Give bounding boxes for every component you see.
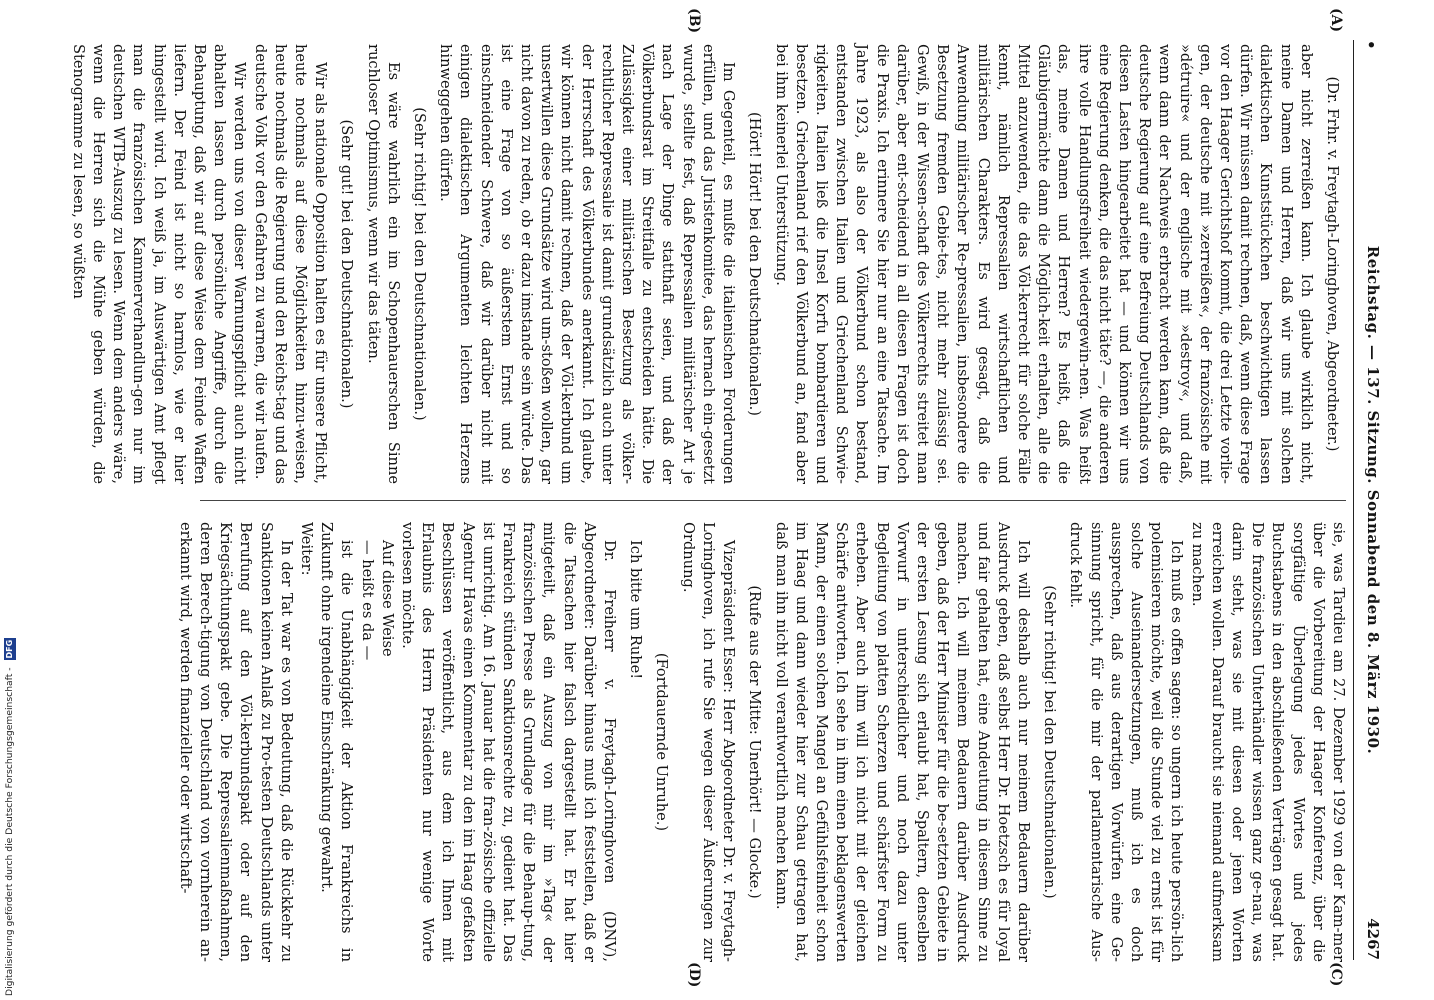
interjection: (Sehr richtig! bei den Deutschnationalen.) bbox=[1041, 585, 1059, 899]
speaker-line: (Dr. Frhr. v. Freytagh-Loringhoven, Abgeordneter.) bbox=[1324, 76, 1341, 452]
paragraph: Dr. Freiherr v. Freytagh-Loringhoven (DNV), Abgeordneter: Darüber hinaus muß ich feststellen, daß er die Tatsachen hier falsch dargestellt hat. Er hat hier mitgeteilt, daß ein Auszug von mir im »Tag« der französischen Presse als Grundlage für die Behaup-tung, Frankreich stünden Sanktionsrechte zu, gedient hat. Das ist unrichtig. Am 16. Januar hat die fran-zösische offizielle Agentur Havas einen Kommentar zu den im Haag gefaßten Beschlüssen veröffentlicht, aus dem ich Ihnen mit Erlaubnis des Herrn Präsidenten nur wenige Worte vorlesen möchte. bbox=[399, 522, 619, 962]
column-divider bbox=[200, 500, 1346, 501]
paragraph: Vizepräsident Esser: Herr Abgeordneter Dr. v. Freytagh-Loringhoven, ich rufe Sie wegen dieser Äußerungen zur Ordnung. bbox=[679, 522, 738, 962]
paragraph: aber nicht zerreißen kann. Ich glaube wirklich nicht, meine Damen und Herren, daß wir uns mit solchen dialektischen Kunststückchen beschwichtigen lassen dürfen. Wir müssen damit rechnen, daß, wenn diese Frage vor den Haager Gerichtshof kommt, die drei Letzte vorlie-gen, der deutsche mit »zerreißen«, der französische mit »détruire« und der englische mit »destroy«, und daß, wenn dann der Nachweis erbracht werden kann, daß die deutsche Regierung auf eine Befreiung Deutschlands von diesen Lasten hingearbeitet hat — und können wir uns eine Regierung denken, die das nicht täte? —, die anderen ihre volle Handlungsfreiheit wiedergewin-nen. Was heißt das, meine Damen und Herren? Es heißt, daß die Gläubigermächte dann die Möglich-keit erhalten, alle die Mittel anzuwenden, die das Völ-kerrecht für solche Fälle kennt, nämlich Repressalien wirtschaftlichen und militärischen Charakters. Es wird gesagt, daß die Anwendung militärischer Re-pressalien, insbesondere die Besetzung fremden Gebie-tes, nicht mehr zulässig sei. Gewiß, in der Wissen-schaft des Völkerrechts streitet man darüber, aber ent-scheidend in all diesen Fragen ist doch die Praxis. Ich erinnere Sie hier nur an eine Tatsache. Im Jahre 1923, als also der Völkerbund schon bestand, entstanden zwischen Italien und Griechenland Schwie-rigkeiten. Italien ließ die Insel Korfu bombardieren und besetzen. Griechenland rief den Völkerbund an, fand aber bei ihm keinerlei Unterstützung. bbox=[772, 44, 1315, 484]
digitization-credit bbox=[4, 0, 16, 1000]
margin-marker-a: (A) bbox=[1328, 8, 1344, 33]
right-column bbox=[176, 522, 1348, 962]
header-rule bbox=[1353, 40, 1354, 960]
paragraph: Ich bitte um Ruhe! bbox=[627, 540, 645, 680]
header-dot: • bbox=[1362, 40, 1380, 50]
paragraph: — heißt es da — bbox=[358, 540, 376, 661]
paragraph: Wir werden uns von dieser Warnungspflicht auch nicht abhalten lassen durch persönliche Angriffe, durch die Behauptung, daß wir auf diese Weise dem Feinde Waffen liefern. Der Feind ist nicht so harmlos, wie er hier hingestellt wird. Ich weiß ja, im Auswärtigen Amt pflegt man die französischen Kammerverhandlun-gen nur im deutschen WTB-Auszug zu lesen. Wenn dem anders wäre, wenn die Herren sich die Mühe geben würden, die Stenogramme zu lesen, so wüßten bbox=[69, 44, 249, 484]
margin-marker-d: (D) bbox=[686, 962, 702, 988]
paragraph: sie, was Tardieu am 27. Dezember 1929 von der Kam-mer über die Vorbereitung der Haager Konferenz, über die sorgfältige Überlegung jedes Wortes und jedes Buchstabens in den abschließenden Verträgen gesagt hat. Die französischen Unterhändler wissen ganz ge-nau, was darin steht, was sie mit diesen oder jenen Worten erreichen wollen. Darauf braucht sie niemand aufmerksam zu machen. bbox=[1188, 522, 1347, 962]
dfg-logo: DFG bbox=[5, 639, 14, 659]
left-column bbox=[69, 44, 1348, 484]
interjection: (Sehr gut! bei den Deutschnationalen.) bbox=[338, 119, 356, 409]
paragraph: In der Tat war es von Bedeutung, daß die Rückkehr zu Sanktionen keinen Anlaß zu Pro-testen Deutschlands unter Berufung auf den Völ-kerbundspakt oder auf den Kriegsächtungspakt gebe. Die Repressalienmaßnahmen, deren Berech-tigung von Deutschland von vornherein an-erkannt wird, werden finanzieller oder wirtschaft- bbox=[176, 522, 295, 962]
page-header bbox=[1356, 40, 1382, 960]
newspaper-page bbox=[69, 0, 1402, 1000]
paragraph: Wir als nationale Opposition halten es für unsere Pflicht, heute nochmals auf diese Möglichkeiten hinzu-weisen, heute nochmals die Regierung und den Reichs-tag und das deutsche Volk vor den Gefahren zu warnen, die wir laufen. bbox=[251, 44, 330, 484]
paragraph: Im Gegenteil, es mußte die italienischen Forderungen erfüllen, und das Juristenkomitee, das hernach ein-gesetzt wurde, stellte fest, daß Repressalien militärischer Art je nach Lage der Dinge statthaft seien, und daß der Völkerbundsrat im Streitfalle zu entscheiden hätte. Die Zulässigkeit einer militärischen Besetzung als völker-rechtlicher Repressalie ist damit grundsätzlich auch unter der Herrschaft des Völkerbundes anerkannt. Ich glaube, wir können nicht damit rechnen, daß der Völ-kerbund um unsertwillen diese Grundsätze wird um-stoßen wollen, gar nicht davon zu reden, ob er dazu imstande sein würde. Das ist eine Frage von so äußerstem Ernst und so einschneidender Schwere, daß wir darüber nicht mit einigen dialektischen Argumenten leichten Herzens hinweggehen dürfen. bbox=[437, 44, 738, 484]
interjection: (Rufe aus der Mitte: Unerhört! — Glocke.) bbox=[746, 585, 764, 899]
interjection: (Fortdauernde Unruhe.) bbox=[653, 652, 671, 832]
interjection: (Hört! Hört! bei den Deutschnationalen.) bbox=[746, 112, 764, 416]
credit-text: Digitalisierung gefördert durch die Deutsche Forschungsgemeinschaft - bbox=[4, 667, 15, 996]
paragraph: ist die Unabhängigkeit der Aktion Frankreichs in Zukunft ohne irgendeine Einschränkung gewahrt. bbox=[318, 522, 356, 962]
page-number: 4267 bbox=[1364, 918, 1382, 960]
interjection: (Sehr richtig! bei den Deutschnationalen.) bbox=[411, 107, 429, 421]
paragraph: Es wäre wahrlich ein im Schopenhauerschen Sinne ruchloser Optimismus, wenn wir das täten. bbox=[364, 44, 402, 484]
credit-text-strip bbox=[4, 16, 16, 996]
paragraph: Weiter: bbox=[298, 522, 316, 576]
paragraph: Ich muß es offen sagen: so ungern ich heute persön-lich polemisieren möchte, weil die Stunde viel zu ernst ist für solche Auseinandersetzungen, muß ich es doch aussprechen, daß aus derartigen Vorwürfen eine Ge-sinnung spricht, für die mir der parlamentarische Aus-druck fehlt. bbox=[1067, 522, 1186, 962]
margin-marker-c: (C) bbox=[1328, 962, 1344, 987]
paragraph: Ich will deshalb auch nur meinem Bedauern darüber Ausdruck geben, daß selbst Herr Dr. Hoetzsch es für loyal und fair gehalten hat, eine Andeutung in diesem Sinne zu machen. Ich will meinem Bedauern darüber Ausdruck geben, daß der Herr Minister für die be-setzten Gebiete in der ersten Lesung sich erlaubt hat, Spaltern, denselben Vorwurf in unterschiedlicher und noch dazu unter Begleitung von platten Scherzen und schärfster Form zu erheben. Aber auch ihm will ich nicht mit der gleichen Schärfe antworten. Ich sehe in ihm einen beklagenswerten Mann, der einen solchen Mangel an Gefühlsfeinheit schon im Haag und dann wieder hier zur Schau getragen hat, daß man ihn nicht voll verantwortlich machen kann. bbox=[772, 522, 1032, 962]
paragraph: Auf diese Weise bbox=[378, 540, 396, 657]
margin-marker-b: (B) bbox=[686, 8, 702, 34]
header-title: Reichstag. — 137. Sitzung. Sonnabend den 8. März 1930. bbox=[1364, 245, 1382, 755]
